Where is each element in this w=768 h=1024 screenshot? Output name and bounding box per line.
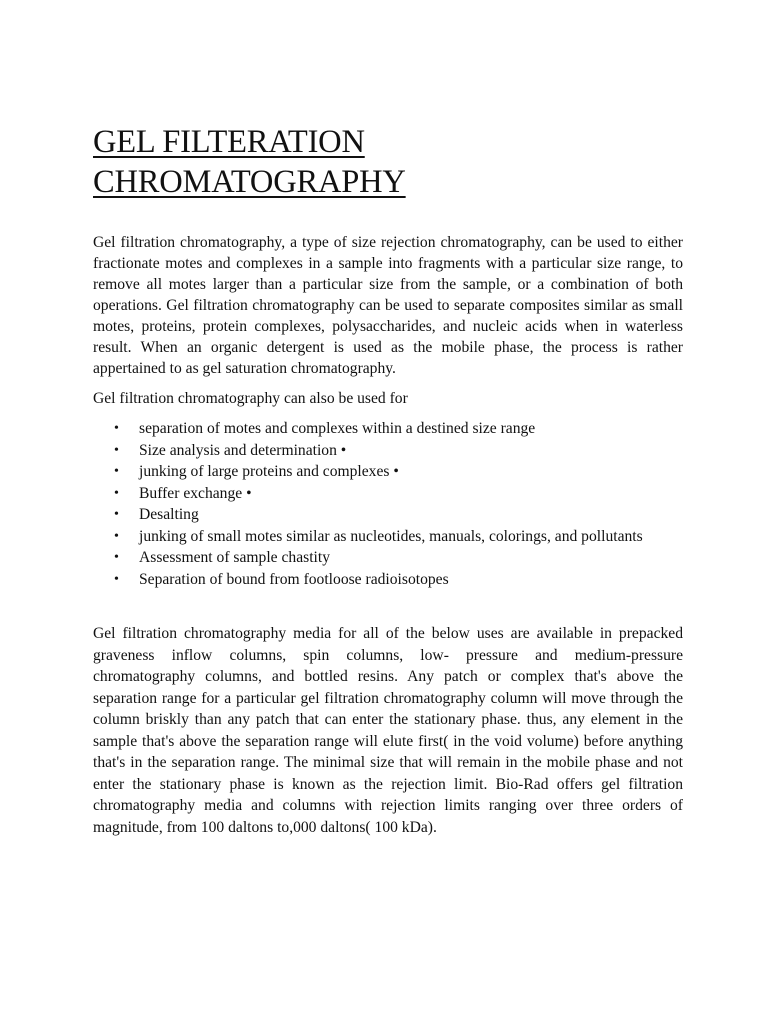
title-line-2: CHROMATOGRAPHY xyxy=(93,164,406,200)
bullet-icon: • xyxy=(114,528,119,544)
intro-paragraph: Gel filtration chromatography, a type of size rejection chromatography, can be used to either fractionate motes and complexes in a sample into fragments with a particular size range, to remove all motes larger than a particular size from the sample, or a combination of both operations. Gel filtration chromatography can be used to separate composites similar as small motes, proteins, protein complexes, polysaccharides, and nucleic acids when in waterless result. When an organic detergent is used as the mobile phase, the process is rather appertained to as gel saturation chromatography. xyxy=(93,234,683,377)
uses-list xyxy=(93,418,683,590)
uses-intro: Gel filtration chromatography can also be used for xyxy=(93,390,408,407)
bullet-icon: • xyxy=(114,485,119,501)
document-page xyxy=(93,122,683,838)
bullet-icon: • xyxy=(114,571,119,587)
list-item: • junking of large proteins and complexes • xyxy=(93,461,683,483)
bullet-icon: • xyxy=(114,550,119,565)
list-item: • Buffer exchange • xyxy=(93,483,683,505)
document-title xyxy=(93,122,683,202)
list-item: • Separation of bound from footloose radioisotopes xyxy=(93,569,683,591)
bullet-icon: • xyxy=(114,507,119,522)
bullet-icon: • xyxy=(114,421,119,436)
title-line-1: GEL FILTERATION xyxy=(93,124,365,160)
list-item: • Desalting xyxy=(93,504,683,526)
list-item: • Size analysis and determination • xyxy=(93,440,683,462)
media-paragraph: Gel filtration chromatography media for all of the below uses are available in prepacked graveness inflow columns, spin columns, low- pressure and medium-pressure chromatography columns, and bottled resins. Any patch or complex that's above the separation range for a particular gel filtration chromatography column will move through the column briskly than any patch that can enter the stationary phase. thus, any element in the sample that's above the separation range will elute first( in the void volume) before anything that's in the separation range. The minimal size that will remain in the mobile phase and not enter the stationary phase is known as the rejection limit. Bio-Rad offers gel filtration chromatography media and columns with rejection limits ranging over three orders of magnitude, from 100 daltons to,000 daltons( 100 kDa). xyxy=(93,625,683,836)
bullet-icon: • xyxy=(114,464,119,479)
bullet-icon: • xyxy=(114,442,119,458)
list-item: • separation of motes and complexes within a destined size range xyxy=(93,418,683,440)
list-item: • Assessment of sample chastity xyxy=(93,547,683,569)
list-item: • junking of small motes similar as nucleotides, manuals, colorings, and pollutants xyxy=(93,526,683,548)
